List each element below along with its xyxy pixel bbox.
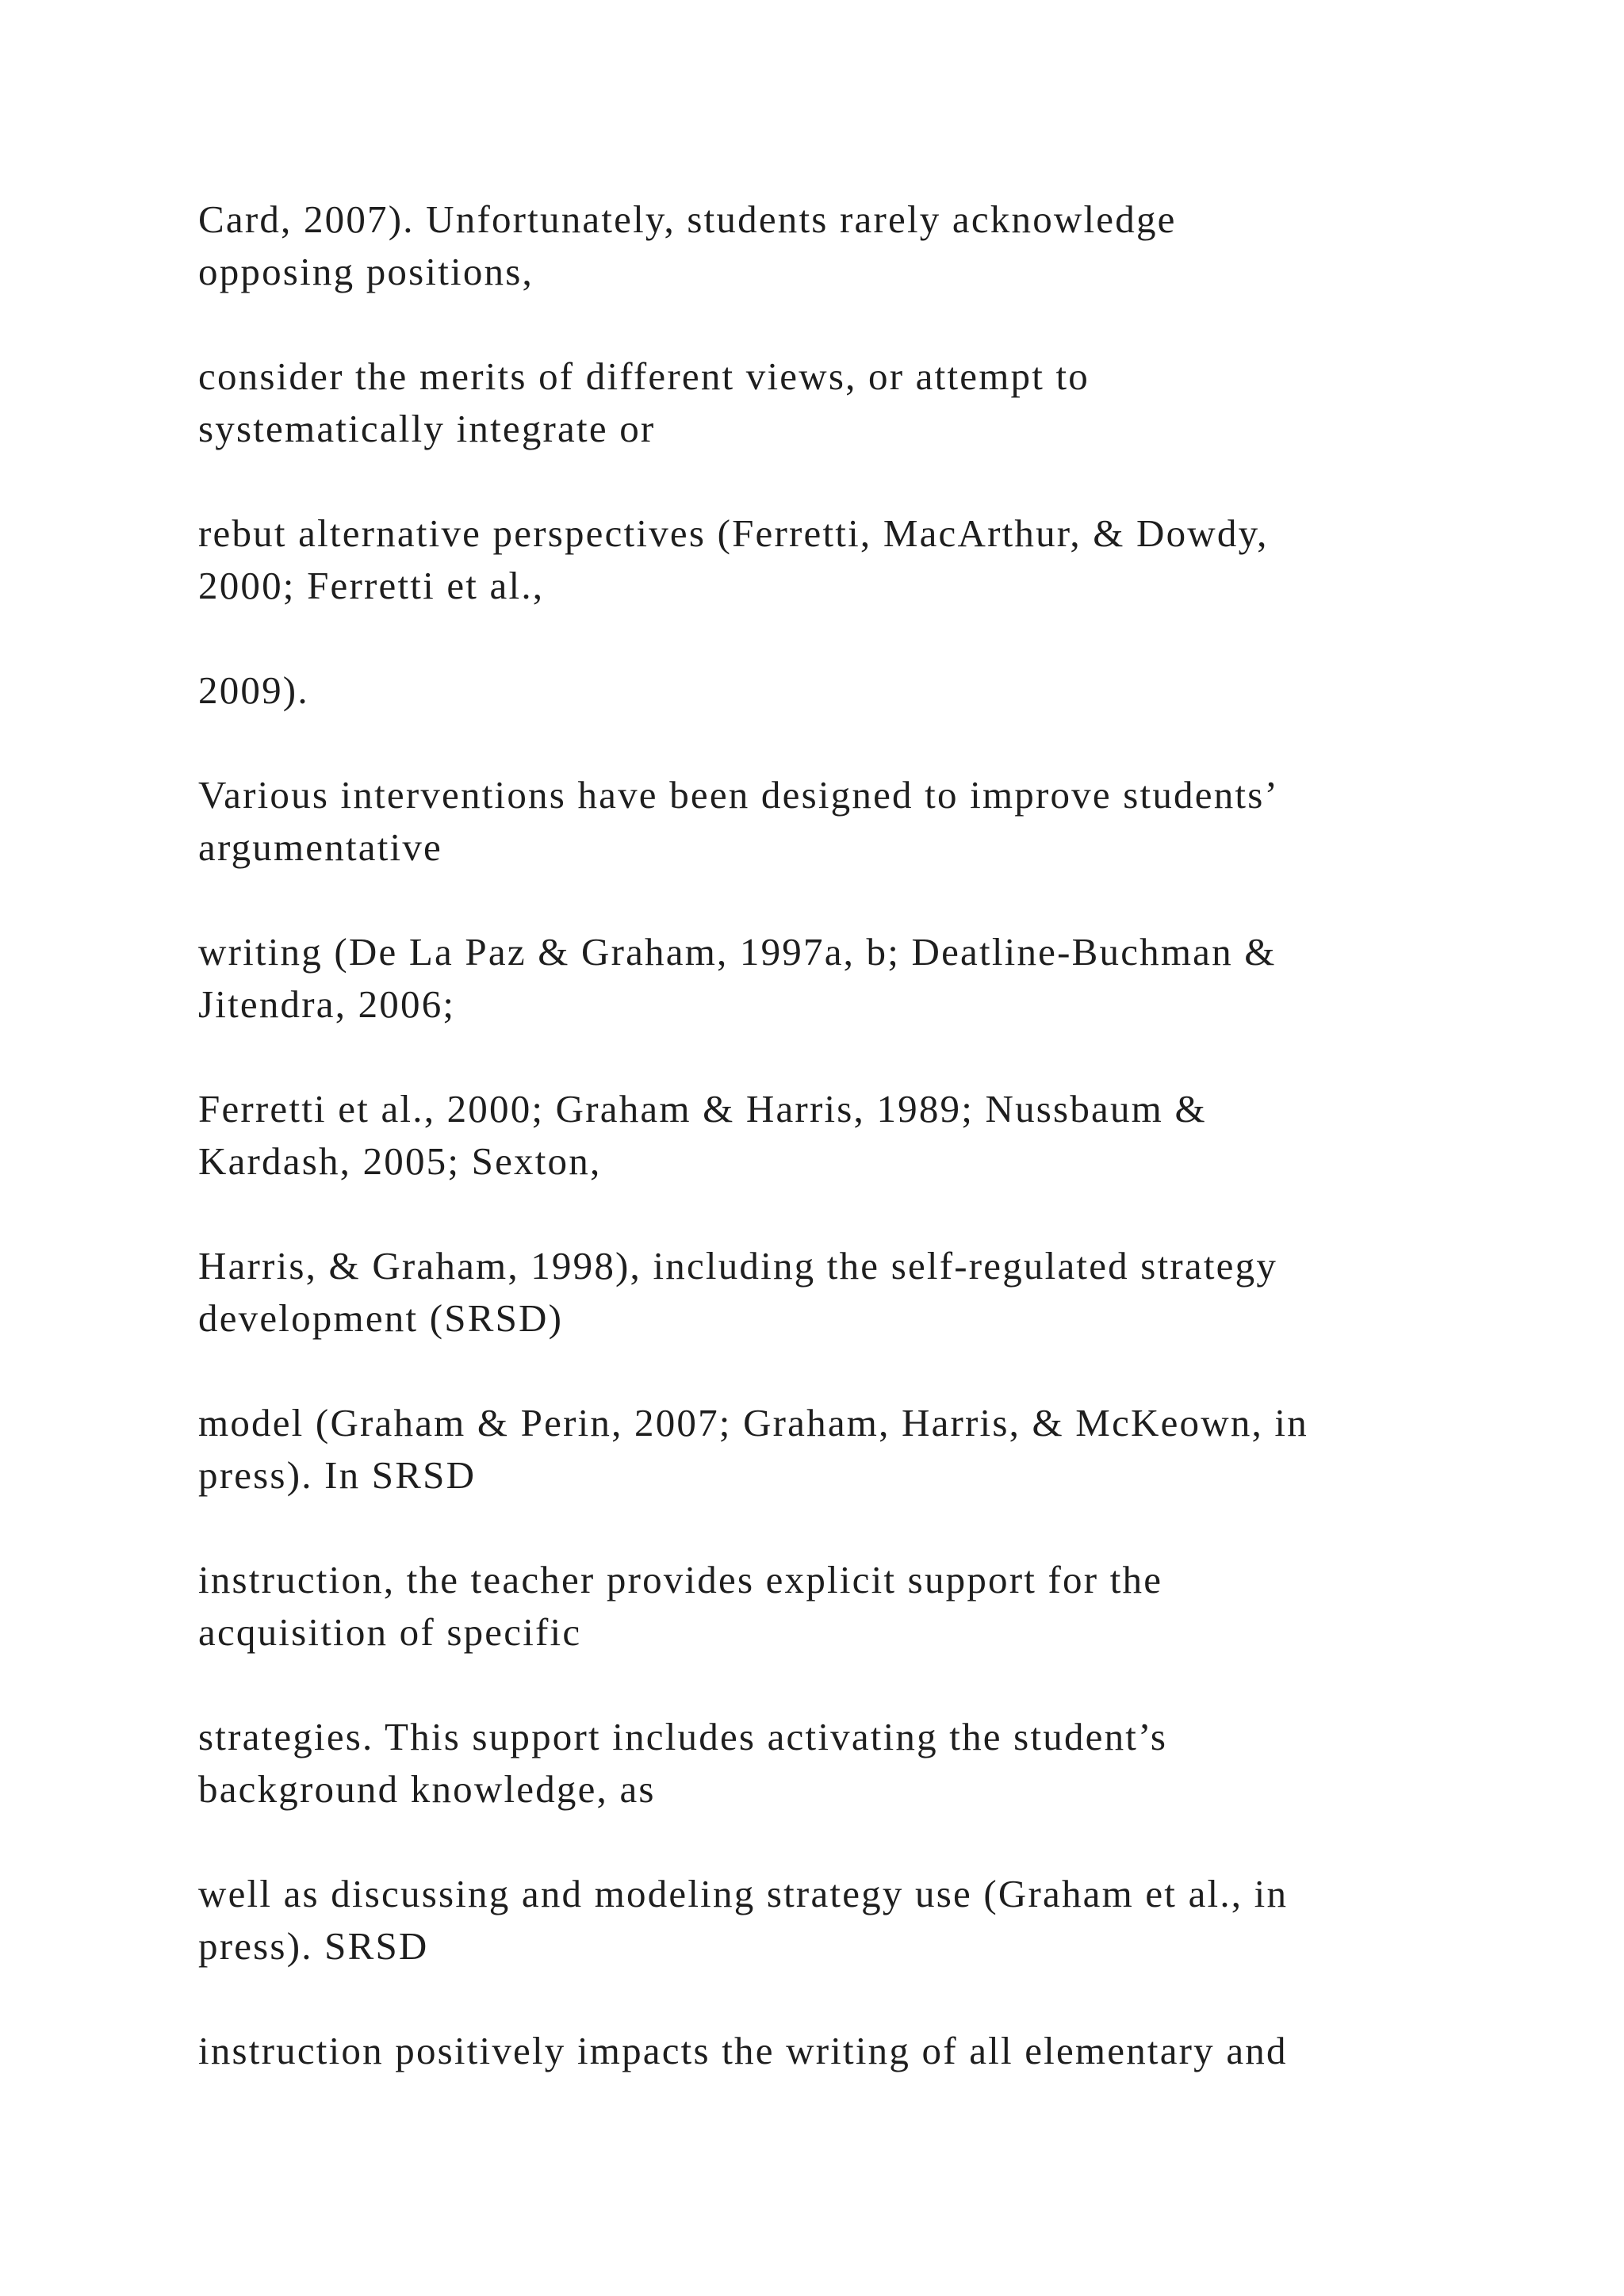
paragraph-10: instruction, the teacher provides explicit support for the acquisition of specific bbox=[198, 1558, 1163, 1654]
paragraph-5: Various interventions have been designed to improve students’ argumentative bbox=[198, 773, 1280, 869]
paragraph-7: Ferretti et al., 2000; Graham & Harris, 1989; Nussbaum & Kardash, 2005; Sexton, bbox=[198, 1087, 1207, 1183]
paragraph-4: 2009). bbox=[198, 668, 309, 712]
paragraph-11: strategies. This support includes activating the student’s background knowledge, as bbox=[198, 1715, 1168, 1811]
paragraph-3: rebut alternative perspectives (Ferretti, MacArthur, & Dowdy, 2000; Ferretti et al., bbox=[198, 511, 1269, 607]
paragraph-6: writing (De La Paz & Graham, 1997a, b; Deatline-Buchman & Jitendra, 2006; bbox=[198, 930, 1277, 1026]
paragraph-2: consider the merits of different views, or attempt to systematically integrate or bbox=[198, 354, 1090, 450]
paragraph-13: instruction positively impacts the writing of all elementary and bbox=[198, 2029, 1288, 2072]
paragraph-1: Card, 2007). Unfortunately, students rarely acknowledge opposing positions, bbox=[198, 197, 1177, 293]
paragraph-12: well as discussing and modeling strategy use (Graham et al., in press). SRSD bbox=[198, 1872, 1289, 1968]
paragraph-9: model (Graham & Perin, 2007; Graham, Harris, & McKeown, in press). In SRSD bbox=[198, 1401, 1308, 1497]
paragraph-8: Harris, & Graham, 1998), including the self-regulated strategy development (SRSD) bbox=[198, 1244, 1278, 1340]
